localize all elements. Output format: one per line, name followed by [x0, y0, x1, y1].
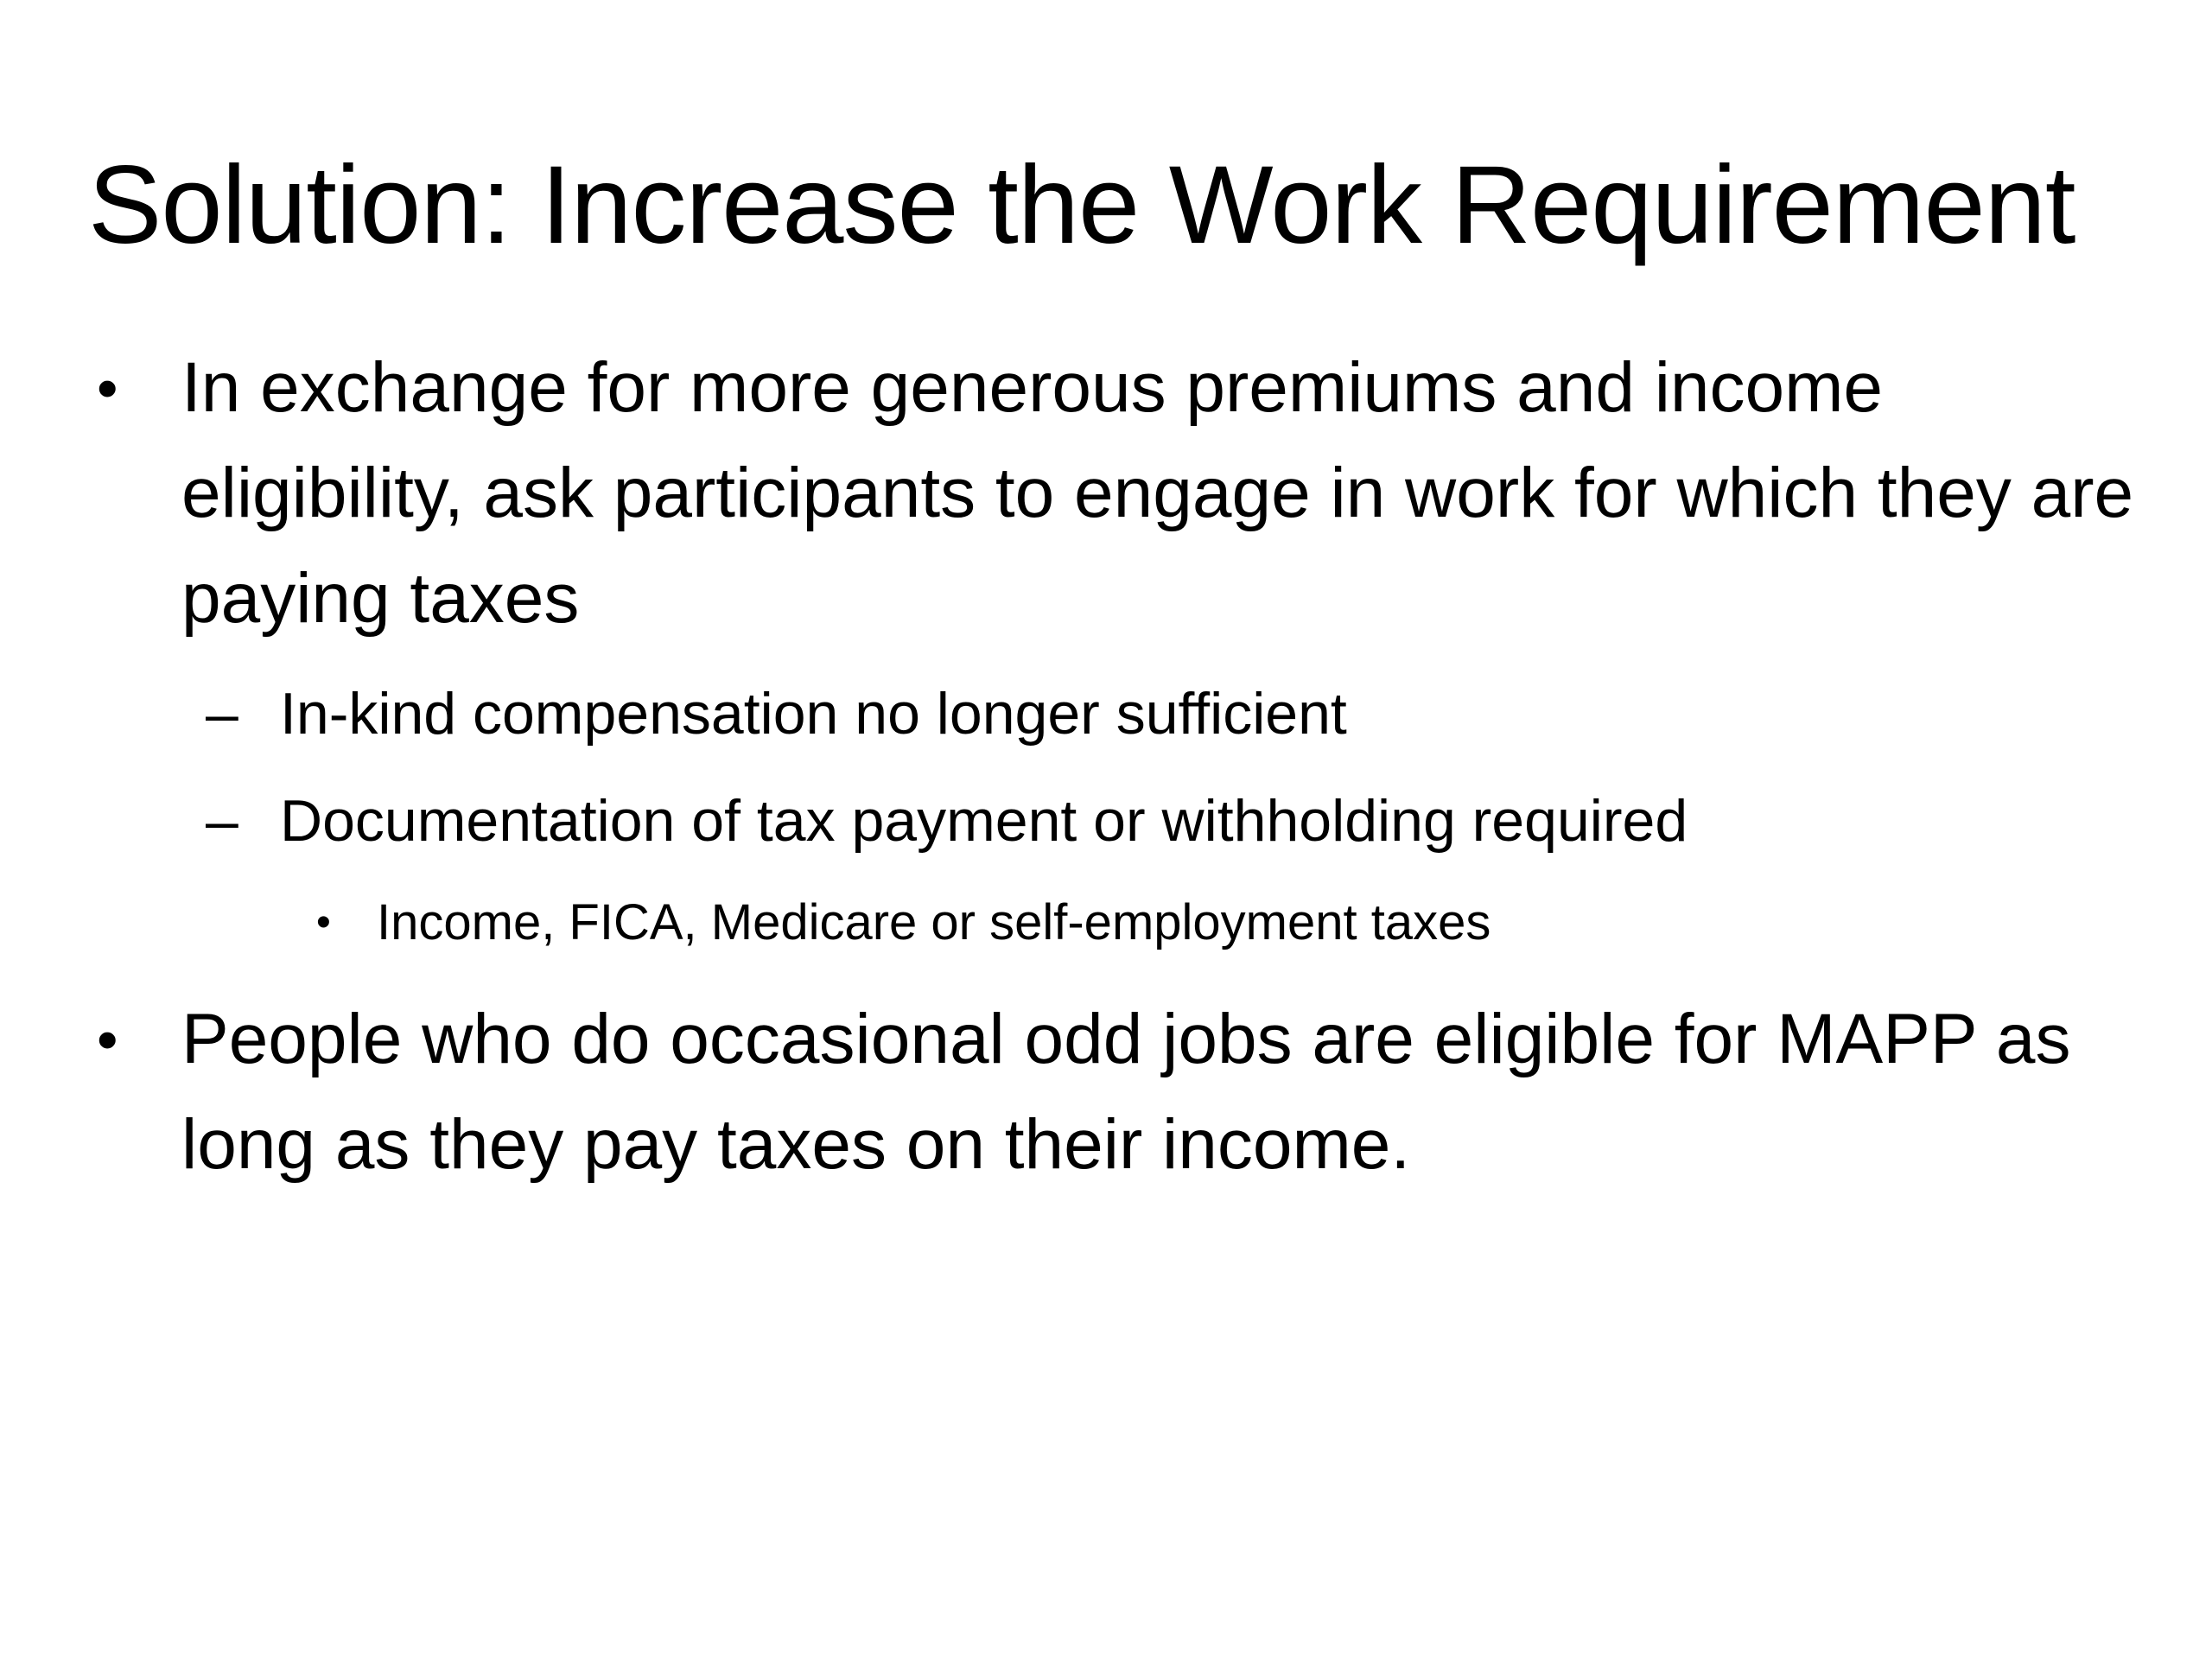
bullet-text: People who do occasional odd jobs are eligible for MAPP as long as they pay taxes on their income.	[181, 1000, 2071, 1184]
bullet-marker: •	[316, 899, 331, 945]
bullet-text: In exchange for more generous premiums and income eligibility, ask participants to engage in work for which they are paying taxes	[181, 348, 2134, 638]
bullet-marker: •	[97, 354, 118, 422]
sub-bullet-in-kind	[86, 669, 2143, 759]
slide-body	[86, 335, 2143, 1215]
sub-bullet-documentation	[86, 776, 2143, 866]
bullet-odd-jobs	[86, 987, 2143, 1198]
sub-sub-bullet-text: Income, FICA, Medicare or self-employment taxes	[377, 894, 1491, 950]
sub-sub-bullet-taxes	[86, 883, 2143, 963]
dash-marker: –	[206, 788, 238, 854]
bullet-marker: •	[97, 1006, 118, 1073]
dash-marker: –	[206, 681, 238, 747]
slide-title: Solution: Increase the Work Requirement	[88, 143, 2075, 267]
bullet-work-exchange	[86, 335, 2143, 652]
sub-bullet-text: In-kind compensation no longer sufficient	[280, 681, 1347, 747]
sub-bullet-text: Documentation of tax payment or withholding required	[280, 788, 1688, 854]
